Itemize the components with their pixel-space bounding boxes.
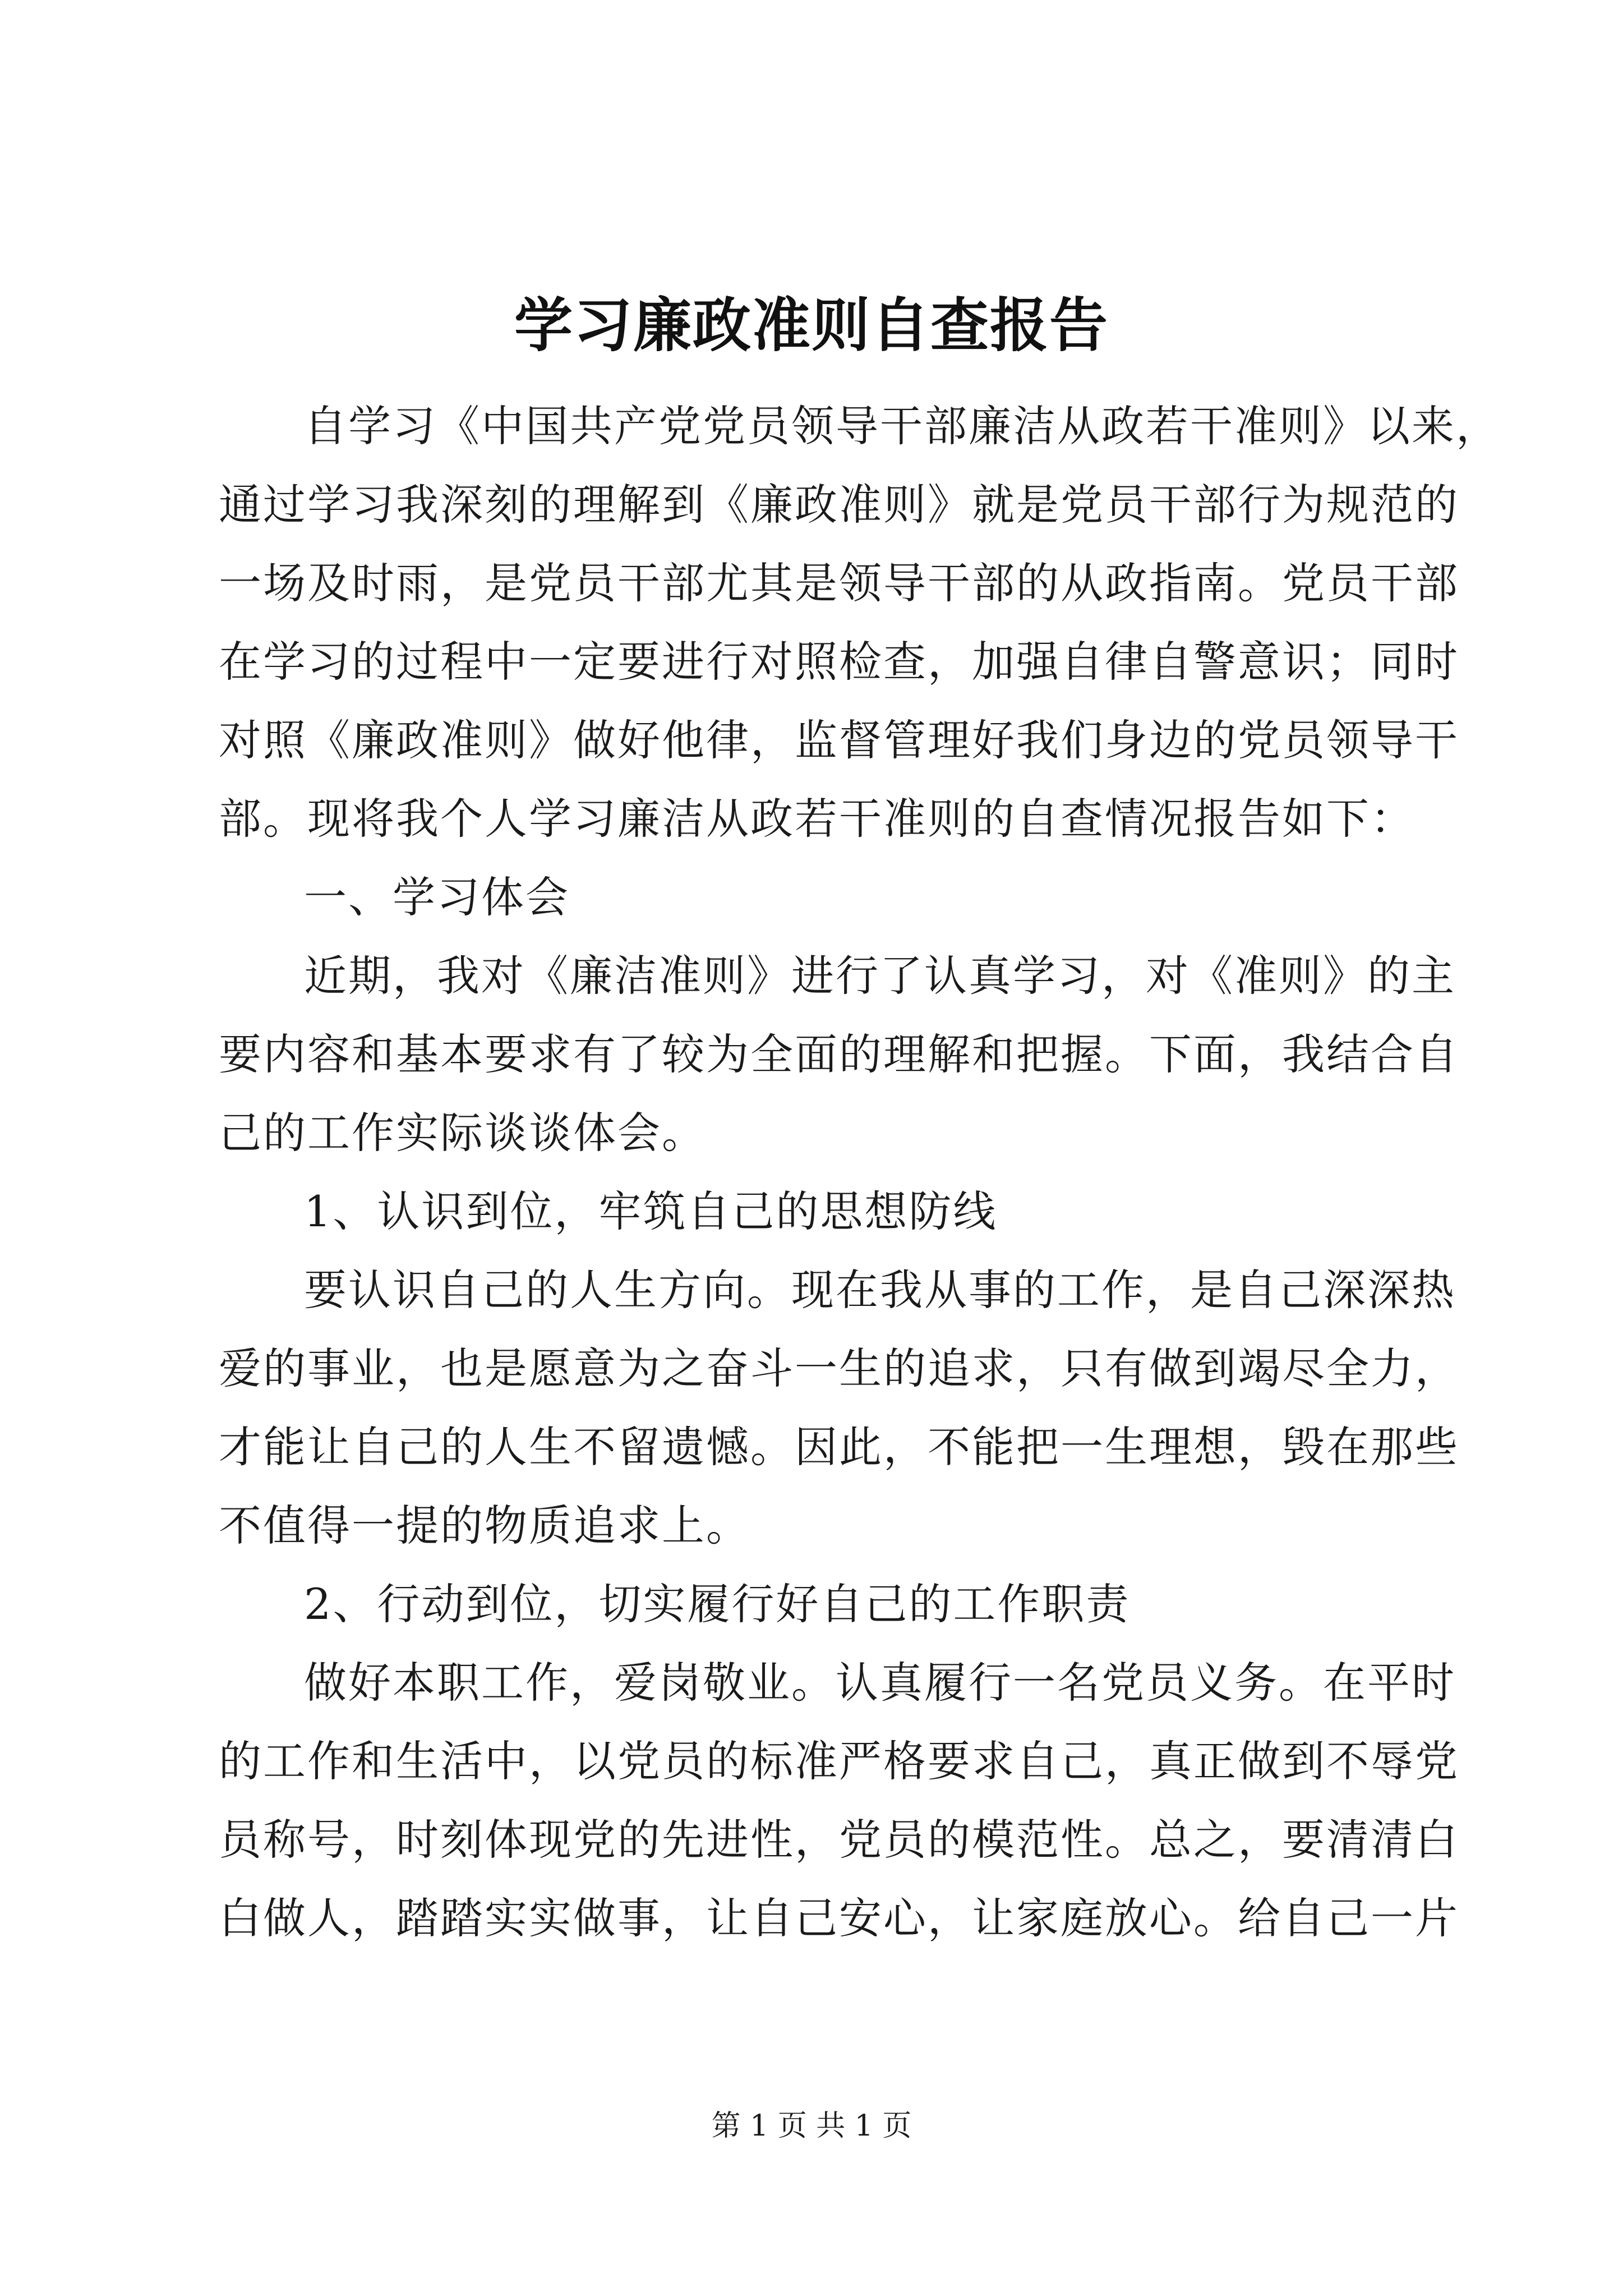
paragraph-line: 自学习《中国共产党党员领导干部廉洁从政若干准则》以来， [304,401,1500,451]
section-heading: 一、学习体会 [304,872,570,922]
paragraph-line: 一场及时雨，是党员干部尤其是领导干部的从政指南。党员干部 [219,558,1459,608]
paragraph-line: 在学习的过程中一定要进行对照检查，加强自律自警意识；同时 [219,637,1459,687]
paragraph-line: 的工作和生活中，以党员的标准严格要求自己，真正做到不辱党 [219,1736,1459,1786]
paragraph-line: 要内容和基本要求有了较为全面的理解和把握。下面，我结合自 [219,1029,1459,1079]
paragraph-line: 白做人，踏踏实实做事，让自己安心，让家庭放心。给自己一片 [219,1893,1459,1943]
paragraph-line: 近期，我对《廉洁准则》进行了认真学习，对《准则》的主 [304,951,1456,1001]
paragraph-line: 不值得一提的物质追求上。 [219,1501,750,1550]
paragraph-line: 部。现将我个人学习廉洁从政若干准则的自查情况报告如下： [219,794,1415,844]
subsection-heading: 1、认识到位，牢筑自己的思想防线 [304,1186,998,1236]
paragraph-line: 对照《廉政准则》做好他律，监督管理好我们身边的党员领导干 [219,715,1459,765]
page-number-footer: 第 1 页 共 1 页 [711,2109,912,2143]
document-title: 学习廉政准则自查报告 [514,291,1109,360]
paragraph-line: 才能让自己的人生不留遗憾。因此，不能把一生理想，毁在那些 [219,1422,1459,1472]
paragraph-line: 做好本职工作，爱岗敬业。认真履行一名党员义务。在平时 [304,1658,1456,1708]
subsection-heading: 2、行动到位，切实履行好自己的工作职责 [304,1579,1131,1629]
paragraph-line: 要认识自己的人生方向。现在我从事的工作，是自己深深热 [304,1265,1456,1315]
paragraph-line: 己的工作实际谈谈体会。 [219,1108,706,1158]
paragraph-line: 员称号，时刻体现党的先进性，党员的模范性。总之，要清清白 [219,1815,1459,1865]
paragraph-line: 通过学习我深刻的理解到《廉政准则》就是党员干部行为规范的 [219,480,1459,530]
paragraph-line: 爱的事业，也是愿意为之奋斗一生的追求，只有做到竭尽全力， [219,1343,1459,1393]
